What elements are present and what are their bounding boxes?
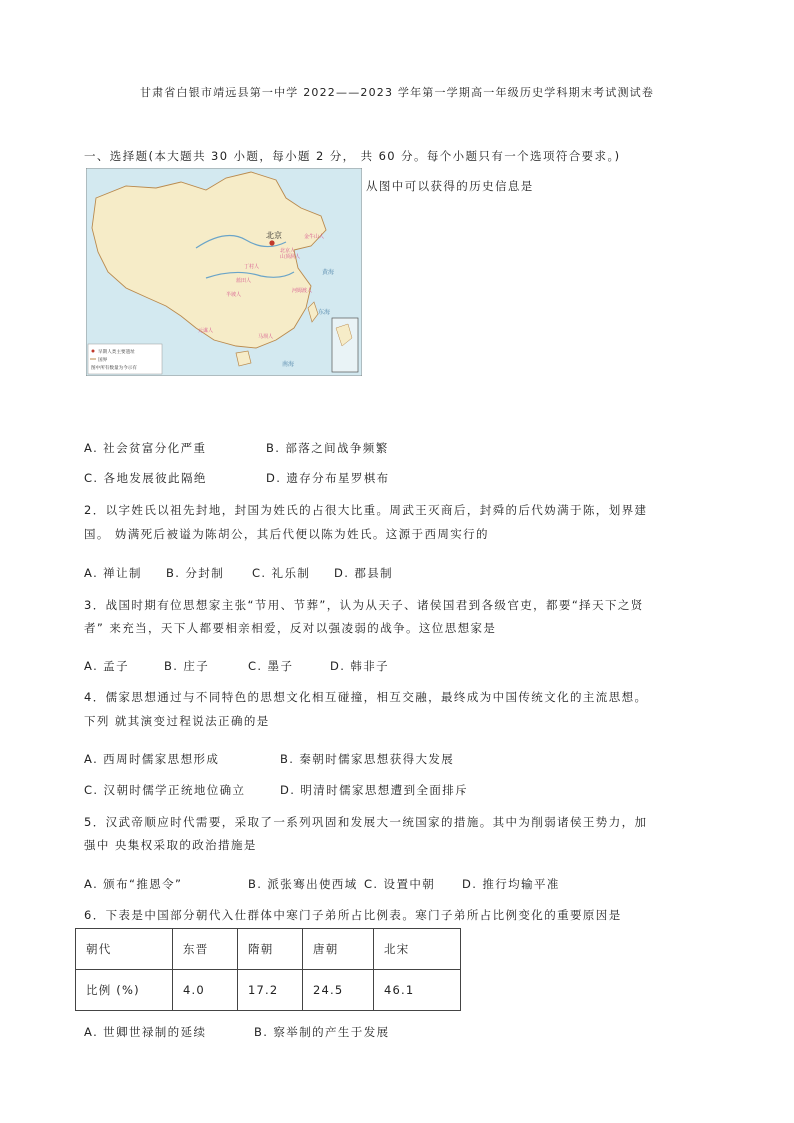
table-cell: 24.5 — [303, 970, 374, 1011]
q3-option-a[interactable]: A. 孟子 — [84, 659, 129, 673]
svg-text:黄海: 黄海 — [322, 269, 335, 276]
svg-text:东海: 东海 — [318, 309, 331, 316]
q5-line-2: 强中 央集权采取的政治措施是 — [84, 838, 257, 852]
q3-option-b[interactable]: B. 庄子 — [164, 659, 210, 673]
q1-stem: 从图中可以获得的历史信息是 — [366, 179, 534, 193]
q5-option-d[interactable]: D. 推行均输平准 — [462, 877, 560, 891]
svg-text:丁村人: 丁村人 — [244, 264, 260, 270]
svg-text:图中所有数量为今示有: 图中所有数量为今示有 — [91, 366, 137, 371]
q2-line-2: 国。 妫满死后被谥为陈胡公，其后代便以陈为姓氏。这源于西周实行的 — [84, 527, 489, 541]
q4-option-d[interactable]: D. 明清时儒家思想遭到全面排斥 — [280, 783, 469, 797]
china-map — [86, 168, 362, 376]
table-row — [76, 970, 461, 1011]
table-cell: 17.2 — [238, 970, 303, 1011]
svg-text:河姆渡人: 河姆渡人 — [292, 288, 313, 294]
page-title: 甘肃省白银市靖远县第一中学 2022——2023 学年第一学期高一年级历史学科期末考试测试卷 — [139, 86, 655, 99]
q4-option-b[interactable]: B. 秦朝时儒家思想获得大发展 — [280, 752, 455, 766]
svg-text:国界: 国界 — [98, 358, 108, 363]
hainan-island — [236, 351, 251, 366]
q4-option-a[interactable]: A. 西周时儒家思想形成 — [84, 752, 220, 766]
svg-text:北京人: 北京人 — [280, 248, 296, 254]
q4-option-c[interactable]: C. 汉朝时儒学正统地位确立 — [84, 783, 246, 797]
q1-option-c[interactable]: C. 各地发展彼此隔绝 — [84, 471, 207, 485]
q3-line-2: 者” 来充当，天下人都要相亲相爱，反对以强凌弱的战争。这位思想家是 — [84, 621, 497, 635]
q4-line-2: 下列 就其演变过程说法正确的是 — [84, 714, 270, 728]
table-cell: 4.0 — [173, 970, 238, 1011]
q2-option-c[interactable]: C. 礼乐制 — [252, 566, 311, 580]
beijing-marker — [269, 240, 274, 245]
q3-option-d[interactable]: D. 韩非子 — [330, 659, 390, 673]
q2-option-d[interactable]: D. 郡县制 — [334, 566, 394, 580]
q5-line-1: 5．汉武帝顺应时代需要，采取了一系列巩固和发展大一统国家的措施。其中为削弱诸侯王势力，加 — [84, 815, 648, 829]
q6-option-b[interactable]: B. 察举制的产生于发展 — [254, 1025, 390, 1039]
map-legend — [88, 344, 162, 374]
svg-text:蓝田人: 蓝田人 — [236, 278, 252, 284]
q6-option-a[interactable]: A. 世卿世禄制的延续 — [84, 1025, 207, 1039]
q5-option-c[interactable]: C. 设置中朝 — [364, 877, 436, 891]
q1-option-b[interactable]: B. 部落之间战争频繁 — [266, 441, 389, 455]
table-cell: 唐朝 — [303, 929, 374, 970]
q3-option-c[interactable]: C. 墨子 — [248, 659, 294, 673]
table-cell: 东晋 — [173, 929, 238, 970]
svg-text:早期人类主要遗址: 早期人类主要遗址 — [98, 350, 135, 355]
q4-line-1: 4．儒家思想通过与不同特色的思想文化相互碰撞，相互交融，最终成为中国传统文化的主流思想。 — [84, 690, 648, 704]
svg-text:马坝人: 马坝人 — [258, 334, 274, 340]
table-cell: 46.1 — [374, 970, 461, 1011]
q1-option-a[interactable]: A. 社会贫富分化严重 — [84, 441, 207, 455]
q2-option-a[interactable]: A. 禅让制 — [84, 566, 142, 580]
svg-text:半坡人: 半坡人 — [226, 292, 242, 298]
section-heading: 一、选择题(本大题共 30 小题，每小题 2 分， 共 60 分。每个小题只有一个选项符合要求。) — [84, 149, 621, 163]
q2-line-1: 2．以字姓氏以祖先封地，封国为姓氏的占很大比重。周武王灭商后，封舜的后代妫满于陈，划界建 — [84, 503, 648, 517]
q5-option-a[interactable]: A. 颁布“推恩令” — [84, 877, 183, 891]
table-cell: 隋朝 — [238, 929, 303, 970]
svg-text:金牛山人: 金牛山人 — [304, 234, 325, 240]
beijing-label: 北京 — [266, 231, 282, 240]
q5-option-b[interactable]: B. 派张骞出使西域 — [248, 877, 358, 891]
table-cell: 北宋 — [374, 929, 461, 970]
q1-option-d[interactable]: D. 遗存分布星罗棋布 — [266, 471, 390, 485]
q3-line-1: 3．战国时期有位思想家主张“节用、节葬”，认为从天子、诸侯国君到各级官吏，都要“择天下之贤 — [84, 598, 644, 612]
q2-option-b[interactable]: B. 分封制 — [166, 566, 225, 580]
q6-line-1: 6．下表是中国部分朝代入仕群体中寒门子弟所占比例表。寒门子弟所占比例变化的重要原因是 — [84, 908, 622, 922]
q6-table — [75, 928, 461, 1011]
svg-text:山顶洞人: 山顶洞人 — [280, 254, 301, 260]
table-header-row — [76, 929, 461, 970]
svg-text:元谋人: 元谋人 — [198, 328, 214, 334]
table-cell: 比例 (%) — [76, 970, 173, 1011]
svg-text:南海: 南海 — [282, 361, 295, 368]
table-cell: 朝代 — [76, 929, 173, 970]
